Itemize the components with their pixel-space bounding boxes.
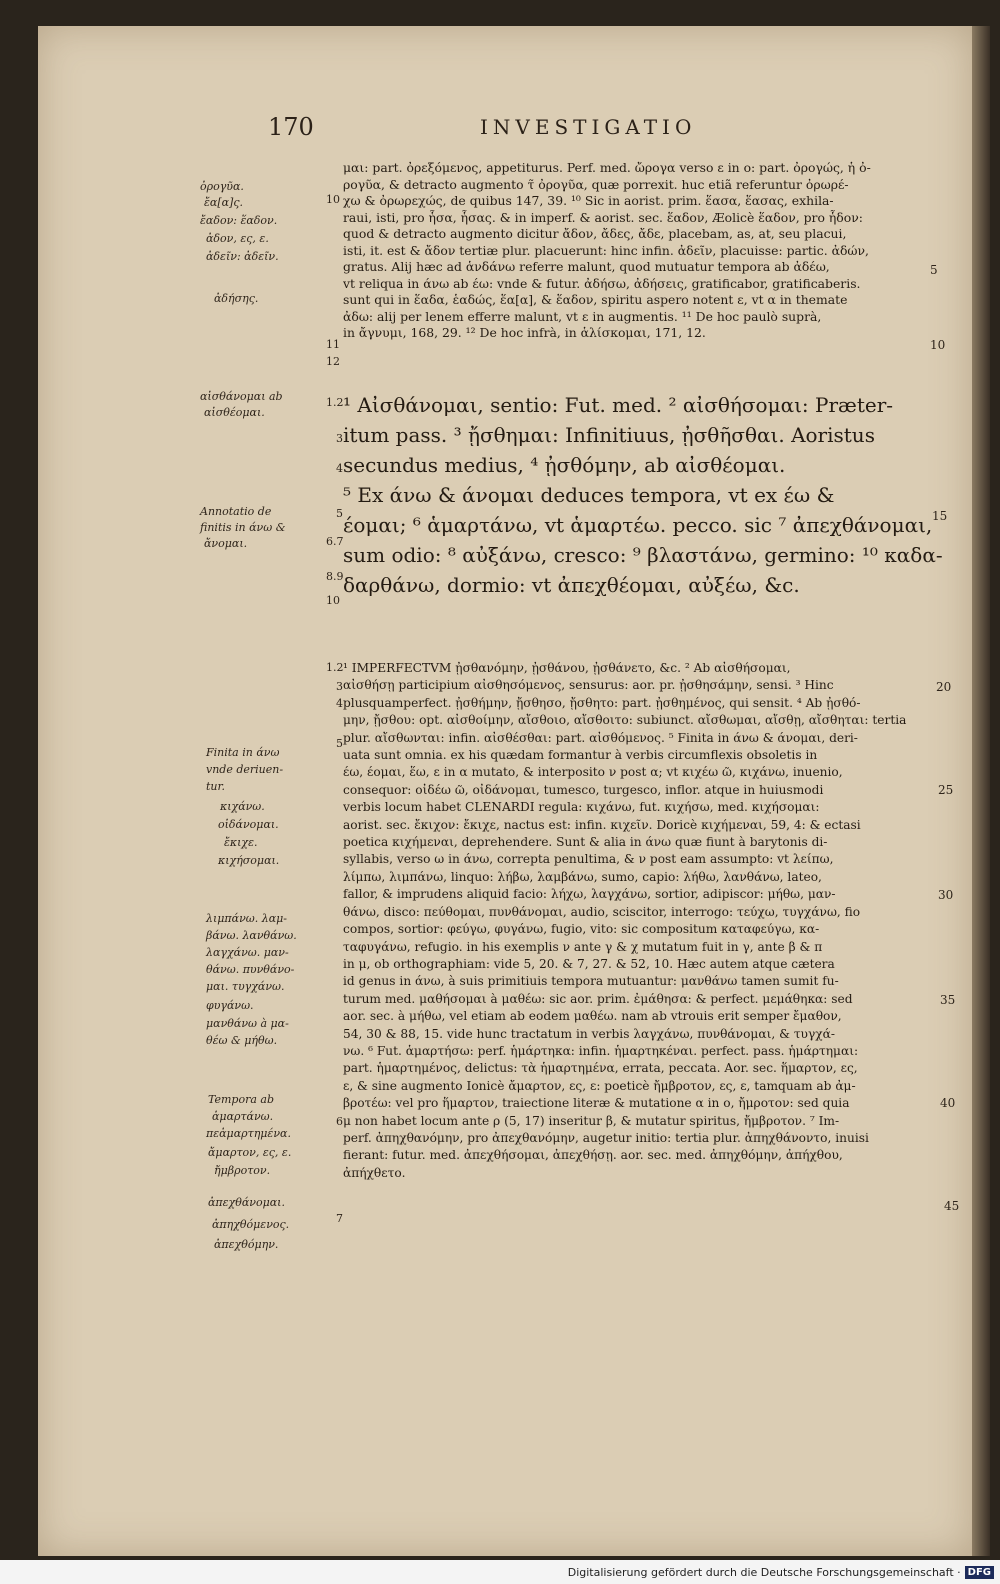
text-line: sunt qui in ἕαδα, ἑαδώς, ἕα[α], & ἕαδον, spiritu aspero notent ε, vt α in themate [343,292,848,307]
line-number: 6 [336,1115,343,1128]
margin-note: ἁμαρτάνω. [212,1110,274,1123]
margin-note: Tempora ab [208,1093,274,1106]
text-line: χω & ὀρωρεχώς, de quibus 147, 39. ¹⁰ Sic in aorist. prim. ἕασα, ἕασας, exhila- [343,193,834,208]
text-line: θάνω, disco: πεύθομαι, πυνθάνομαι, audio, sciscitor, interrogo: τεύχω, τυγχάνω, fio [343,904,861,919]
line-number: 6.7 [326,535,344,548]
footer-text: Digitalisierung gefördert durch die Deutsche Forschungsgemeinschaft · [567,1565,961,1579]
text-line: ε, & sine augmento Ionicè ἄμαρτον, ες, ε: poeticè ἤμβροτον, ες, ε, tamquam ab ἀμ- [343,1078,856,1093]
text-line: plusquamperfect. ᾐσθήμην, ᾔσθησο, ᾔσθητο: part. ᾐσθημένος, qui sensit. ⁴ Ab ᾐσθό- [343,695,861,710]
line-number: 12 [326,355,340,368]
text-line: isti, it. est & ἄδον tertiæ plur. placuerunt: hinc infin. ἀδεῖν, placuisse: partic. ἀδών, [343,242,869,258]
line-number: 5 [336,507,343,520]
line-number: 10 [326,594,340,607]
right-line-number: 5 [930,263,938,277]
margin-note: αἰσθέομαι. [204,406,265,419]
margin-note: ἀπηχθόμενος. [212,1218,290,1231]
text-line: plur. αἴσθωνται: infin. αἰσθέσθαι: part. αἰσθόμενος. ⁵ Finita in άνω & άνομαι, deri- [343,730,858,745]
text-line: syllabis, verso ω in άνω, correpta penultima, & ν post eam assumpto: vt λείπω, [343,852,834,867]
text-line: δαρθάνω, dormio: vt ἀπεχθέομαι, αὐξέω, &c. [343,573,800,597]
text-line: turum med. μαθήσομαι à μαθέω: sic aor. prim. ἐμάθησα: & perfect. μεμάθηκα: sed [343,991,853,1006]
text-line: λίμπω, λιμπάνω, linquo: λήβω, λαμβάνω, sumo, capio: λήθω, λανθάνω, lateo, [343,869,822,884]
right-line-number: 20 [936,680,952,694]
line-number: 8.9 [326,570,344,583]
text-line: perf. ἀπηχθανόμην, pro ἀπεχθανόμην, augetur initio: tertia plur. ἀπηχθάνοντο, inuisi [343,1130,869,1145]
text-line: ταφυγάνω, refugio. in his exemplis ν ante γ & χ mutatum fuit in γ, ante β & π [343,939,823,954]
text-line: μαι: part. ὀρεξόμενος, appetiturus. Perf. med. ὤρογα verso ε in ο: part. ὀρογώς, ἡ ὀ- [343,160,871,175]
line-number: 4 [336,697,343,710]
margin-note: ἀπεχθάνομαι. [208,1196,285,1209]
margin-note: tur. [206,780,226,793]
text-line: ¹ IMPERFECTVM ᾐσθανόμην, ᾐσθάνου, ᾐσθάνετο, &c. ² Ab αἰσθήσομαι, [343,661,791,675]
margin-note: βάνω. λανθάνω. [206,929,297,942]
text-line: έομαι; ⁶ ἁμαρτάνω, vt ἁμαρτέω. pecco. sic ⁷ ἀπεχθάνομαι, [343,513,933,537]
paragraph-annotations [343,660,955,1182]
text-line: poetica κιχήμεναι, deprehendere. Sunt & alia in άνω quæ fiunt à barytonis di- [343,835,828,850]
margin-note: λιμπάνω. λαμ- [206,912,288,925]
text-line: ἀπήχθετο. [343,1165,406,1180]
text-line: aor. sec. à μήθω, vel etiam ab eodem μαθέω. nam ab vtrouis erit semper ἔμαθον, [343,1009,842,1024]
margin-note: κιχάνω. [220,800,265,813]
margin-note: μαι. τυγχάνω. [206,980,285,993]
text-line: fallor, & imprudens aliquid facio: λήχω, λαγχάνω, sortior, adipiscor: μήθω, μαν- [343,887,836,902]
text-line: verbis locum habet CLENARDI regula: κιχάνω, fut. κιχήσω, med. κιχήσομαι: [343,800,820,815]
text-line: ἀδω: alij per lenem efferre malunt, vt ε in augmentis. ¹¹ De hoc paulò suprà, [343,308,822,324]
margin-note: vnde deriuen- [206,763,284,776]
margin-note: ἤμβροτον. [214,1164,271,1177]
text-line: in ἄγνυμι, 168, 29. ¹² De hoc infrà, in ἁλίσκομαι, 171, 12. [343,325,706,340]
margin-note: θέω & μήθω. [206,1034,278,1047]
margin-note: ἄνομαι. [204,537,248,550]
text-line: id genus in άνω, à suis primitiuis tempora mutuantur: μανθάνω tamen sumit fu- [343,974,839,989]
margin-note: οἰδάνομαι. [218,818,279,831]
margin-note: ὀρογῦα. [200,180,244,193]
text-line: μην, ᾔσθου: opt. αἰσθοίμην, αἴσθοιο, αἴσθοιτο: subiunct. αἴσθωμαι, αἴσθῃ, αἴσθηται: tertia [343,713,907,728]
text-line: compos, sortior: φεύγω, φυγάνω, fugio, vito: sic compositum καταφεύγω, κα- [343,922,820,937]
margin-note: ἀπεχθόμην. [214,1238,279,1251]
text-line: aorist. sec. ἔκιχον: ἔκιχε, nactus est: infin. κιχεῖν. Doricè κιχήμεναι, 59, 4: & ectasi [343,817,861,832]
margin-note: Annotatio de [200,505,272,518]
margin-note: ἔκιχε. [224,836,258,849]
text-line: βροτέω: vel pro ἥμαρτον, traiectione literæ & mutatione α in ο, ἤμροτον: sed quia [343,1096,850,1111]
text-line: part. ἡμαρτημένος, delictus: τὰ ἡμαρτημένα, errata, peccata. Aor. sec. ἥμαρτον, ες, [343,1061,858,1076]
margin-note: πεἁμαρτημένα. [206,1127,291,1140]
margin-note: Finita in άνω [206,746,280,759]
line-number: 4 [336,462,343,475]
paragraph-top [343,160,955,342]
text-line: vt reliqua in άνω ab έω: vnde & futur. ἀδήσω, ἀδήσεις, gratificabor, gratificaberis. [343,275,861,291]
right-line-number: 45 [944,1199,960,1213]
margin-note: λαγχάνω. μαν- [206,946,289,959]
text-line: uata sunt omnia. ex his quædam formantur à verbis circumflexis obsoletis in [343,748,818,763]
text-line: secundus medius, ⁴ ᾐσθόμην, ab αἰσθέομαι. [343,453,786,477]
margin-note: ἔαδον: ἕαδον. [200,214,278,227]
text-line: ρογῦα, & detracto augmento τ̃ ὀρογῦα, quæ porrexit. huc etiã referuntur ὀρωρέ- [343,176,849,192]
line-number: 7 [336,1212,343,1225]
right-line-number: 35 [940,993,956,1007]
margin-note: αἰσθάνομαι ab [200,390,283,403]
margin-note: κιχήσομαι. [218,854,280,867]
text-line: gratus. Alij hæc ad ἁνδάνω referre malunt, quod mutuatur tempora ab ἀδέω, [343,259,830,274]
text-line: consequor: οἰδέω ῶ, οἰδάνομαι, tumesco, turgesco, inflor. atque in huiusmodi [343,782,824,797]
margin-note: μανθάνω à μα- [206,1017,289,1030]
right-line-number: 15 [932,509,948,523]
text-line: ¹ Αἰσθάνομαι, sentio: Fut. med. ² αἰσθήσομαι: Præter- [343,393,894,417]
text-line: raui, isti, pro ἧσα, ἧσας. & in imperf. & aorist. sec. ἕαδον, Æolicè ἕαδον, pro ἧδον: [343,209,863,225]
margin-note: ἄμαρτον, ες, ε. [208,1146,292,1159]
margin-note: φυγάνω. [206,999,254,1012]
margin-note: finitis in άνω & [200,521,286,534]
running-title: INVESTIGATIO [480,115,697,139]
text-line: fierant: futur. med. ἀπεχθήσομαι, ἀπεχθήσῃ. aor. sec. med. ἀπηχθόμην, ἀπήχθου, [343,1148,843,1163]
page-number: 170 [268,113,314,141]
margin-note: ἀδον, ες, ε. [206,232,269,245]
margin-note: ἀδήσης. [214,292,259,305]
page-edge [972,26,990,1556]
dfg-logo: DFG [965,1566,994,1579]
text-line: έω, έομαι, ἕω, ε in α mutato, & interposito ν post α; vt κιχέω ῶ, κιχάνω, inuenio, [343,765,843,780]
line-number: 3 [336,680,343,693]
line-number: 1.2 [326,396,344,409]
text-line: quod & detracto augmento dicitur ἄδον, ἄδες, ἄδε, placebam, as, at, seu placui, [343,226,847,241]
right-line-number: 25 [938,783,954,797]
line-number: 10 [326,193,340,206]
paragraph-main-text [343,390,947,600]
right-line-number: 10 [930,338,946,352]
line-number: 5 [336,737,343,750]
text-line: ⁵ Ex άνω & άνομαι deduces tempora, vt ex έω & [343,483,835,507]
text-line: 54, 30 & 88, 15. vide hunc tractatum in verbis λαγχάνω, πυνθάνομαι, & τυγχά- [343,1026,835,1041]
text-line: μ non habet locum ante ρ (5, 17) inseritur β, & mutatur spiritus, ἤμβροτον. ⁷ Im- [343,1113,840,1128]
text-line: itum pass. ³ ᾔσθημαι: Infinitiuus, ᾐσθῆσθαι. Aoristus [343,423,875,447]
line-number: 1.2 [326,661,344,674]
text-line: αἰσθήσῃ participium αἰσθησόμενος, sensurus: aor. pr. ᾐσθησάμην, sensi. ³ Hinc [343,678,834,693]
right-line-number: 40 [940,1096,956,1110]
margin-note: θάνω. πυνθάνο- [206,963,295,976]
margin-note: ἀδεῖν: ἀδεῖν. [206,250,279,263]
digitization-footer [0,1560,1000,1584]
line-number: 11 [326,338,340,351]
text-line: νω. ⁶ Fut. ἁμαρτήσω: perf. ἡμάρτηκα: infin. ἡμαρτηκέναι. perfect. pass. ἡμάρτημαι: [343,1043,859,1058]
right-line-number: 30 [938,888,954,902]
text-line: sum odio: ⁸ αὐξάνω, cresco: ⁹ βλαστάνω, germino: ¹⁰ καδα- [343,543,943,567]
line-number: 3 [336,432,343,445]
margin-note: ἔα[α]ς. [204,196,243,209]
text-line: in μ, ob orthographiam: vide 5, 20. & 7, 27. & 52, 10. Hæc autem atque cætera [343,956,835,971]
